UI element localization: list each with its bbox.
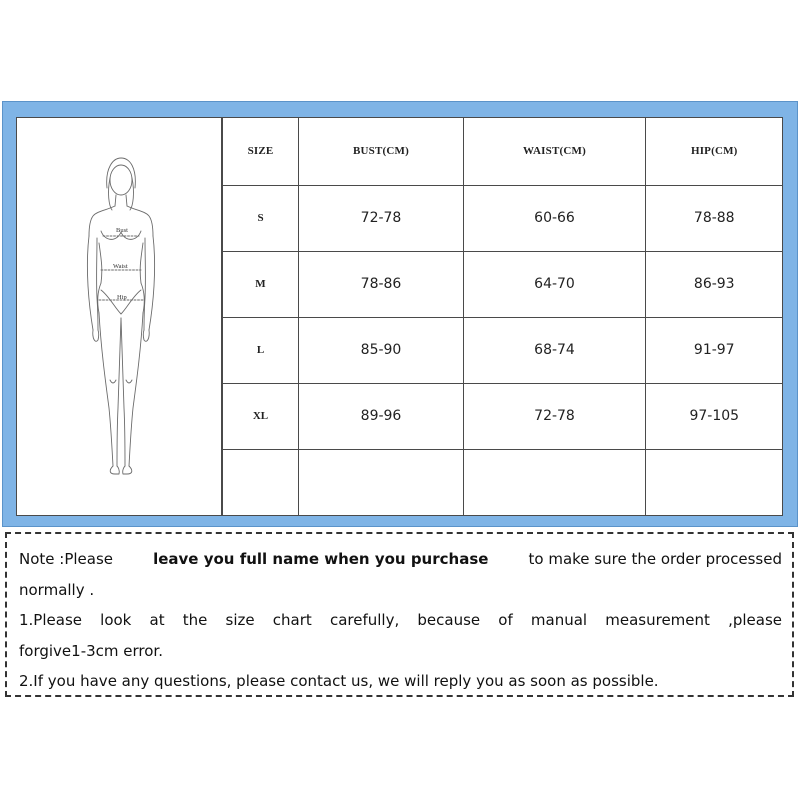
table-row	[223, 317, 783, 383]
note-emphasis: leave you full name when you purchase	[153, 550, 489, 568]
hip-cell: 91-97	[646, 317, 783, 383]
body-measurement-figure-cell	[17, 118, 222, 515]
bust-cell: 78-86	[299, 251, 464, 317]
size-chart-frame	[2, 101, 798, 527]
note-word: chart	[272, 611, 312, 629]
note-suffix: to make sure the order processed	[528, 550, 782, 568]
waist-cell: 68-74	[464, 317, 646, 383]
hip-cell: 86-93	[646, 251, 783, 317]
waist-cell: 60-66	[464, 185, 646, 251]
bust-cell: 85-90	[299, 317, 464, 383]
header-size: SIZE	[223, 118, 299, 185]
size-table	[222, 118, 783, 515]
note-word: because	[417, 611, 481, 629]
note-prefix: Note :Please	[19, 550, 114, 568]
note-word: measurement	[605, 611, 710, 629]
header-hip: HIP(CM)	[646, 118, 783, 185]
waist-label: Waist	[113, 263, 128, 270]
size-chart	[16, 117, 783, 516]
table-row-empty	[223, 449, 783, 515]
note-word: 1.Please	[19, 611, 82, 629]
notes-box	[5, 532, 794, 697]
note-line-2	[19, 605, 782, 636]
note-line-3: 2.If you have any questions, please contact us, we will reply you as soon as possible.	[19, 672, 659, 690]
table-row	[223, 185, 783, 251]
header-waist: WAIST(CM)	[464, 118, 646, 185]
size-cell	[223, 449, 299, 515]
note-word: size	[225, 611, 255, 629]
bust-cell: 72-78	[299, 185, 464, 251]
note-word: ,please	[728, 611, 782, 629]
note-word: manual	[530, 611, 588, 629]
waist-cell	[464, 449, 646, 515]
table-row	[223, 251, 783, 317]
bust-label: Bust	[116, 227, 128, 234]
size-cell: L	[223, 317, 299, 383]
hip-cell	[646, 449, 783, 515]
header-bust: BUST(CM)	[299, 118, 464, 185]
bust-cell	[299, 449, 464, 515]
size-cell: M	[223, 251, 299, 317]
note-word: the	[182, 611, 208, 629]
note-line-2-continued: forgive1-3cm error.	[19, 641, 163, 660]
size-cell: S	[223, 185, 299, 251]
waist-cell: 64-70	[464, 251, 646, 317]
hip-cell: 97-105	[646, 383, 783, 449]
body-figure-illustration	[17, 118, 222, 515]
note-word: of	[498, 611, 513, 629]
table-header-row	[223, 118, 783, 185]
note-line-1	[19, 544, 782, 575]
note-word: carefully,	[329, 611, 400, 629]
hip-cell: 78-88	[646, 185, 783, 251]
table-row	[223, 383, 783, 449]
bust-cell: 89-96	[299, 383, 464, 449]
hip-label: Hip	[117, 294, 127, 301]
head-outline	[110, 165, 132, 195]
waist-cell: 72-78	[464, 383, 646, 449]
note-word: at	[149, 611, 165, 629]
note-word: look	[100, 611, 132, 629]
size-cell: XL	[223, 383, 299, 449]
note-line-1-continued: normally .	[19, 580, 95, 599]
